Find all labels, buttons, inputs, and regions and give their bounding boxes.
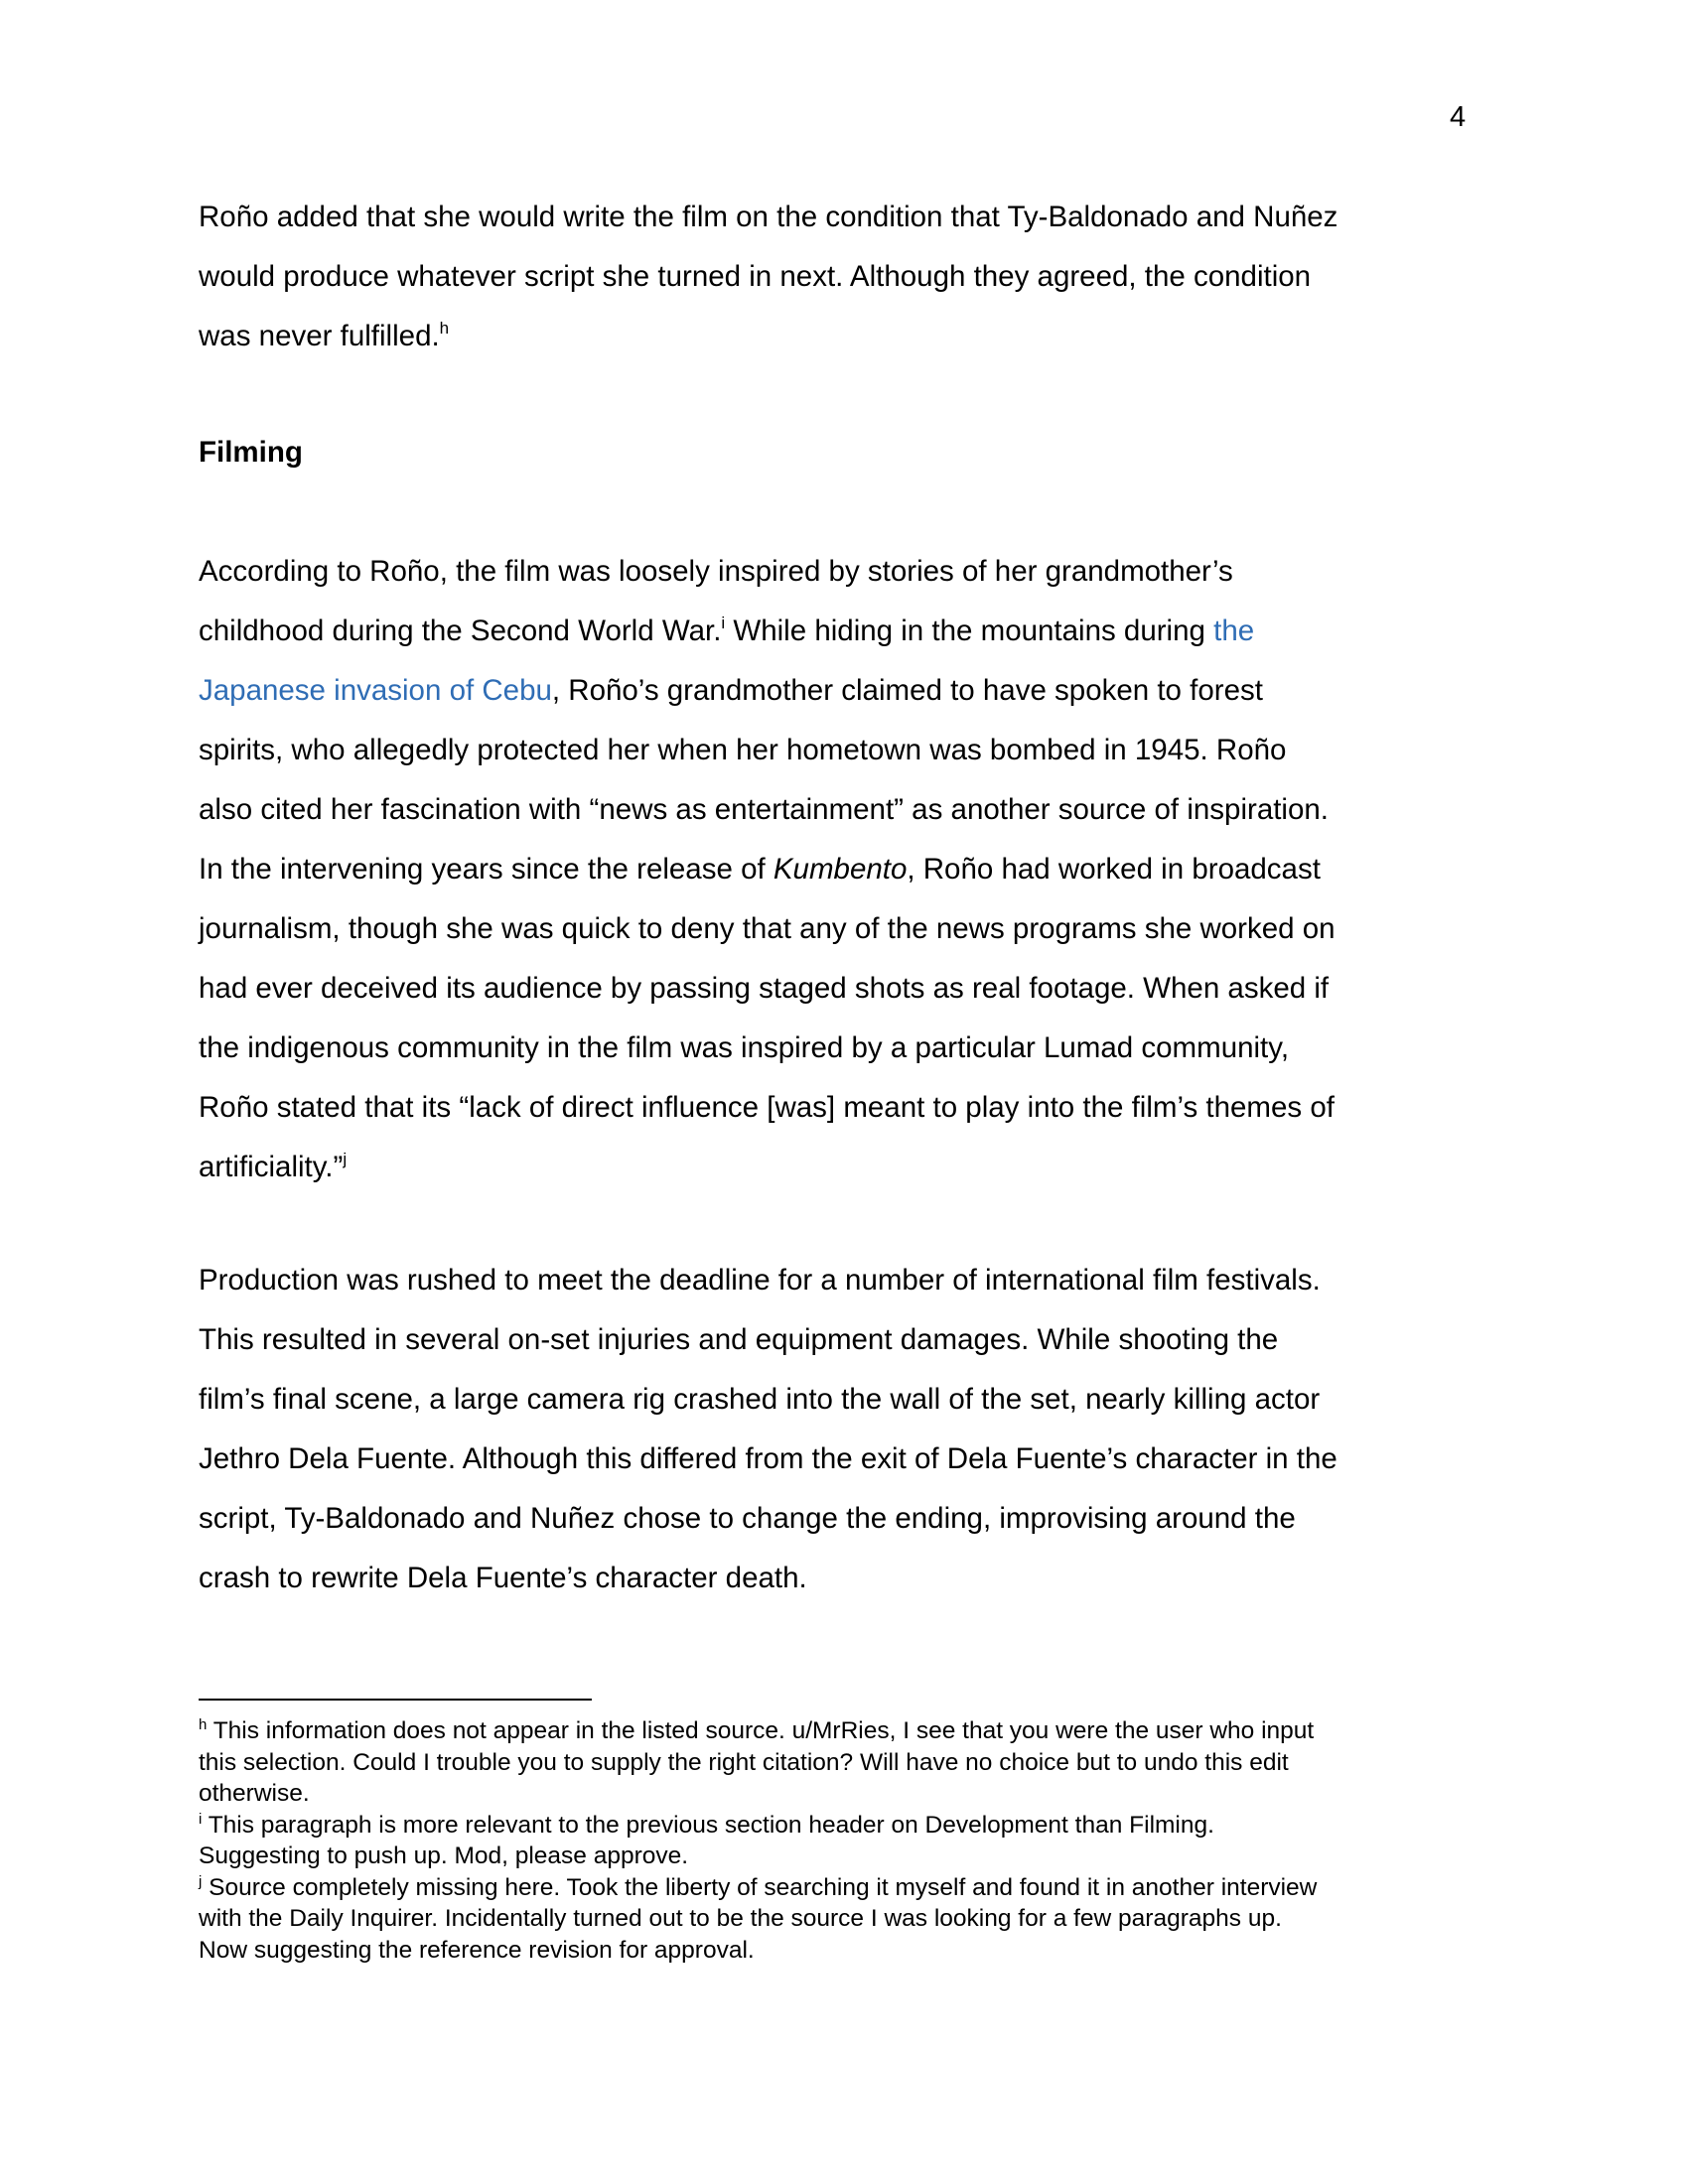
footnote-h — [199, 1715, 1509, 1810]
paragraph-line: journalism, though she was quick to deny that any of the news programs she worked on — [199, 912, 1336, 945]
footnote-i — [199, 1810, 1509, 1872]
footnote-line: Now suggesting the reference revision for approval. — [199, 1936, 755, 1964]
paragraph-text: artificiality.” — [199, 1151, 344, 1183]
section-heading-filming: Filming — [199, 436, 303, 469]
film-title-kumbento: Kumbento — [773, 853, 908, 886]
footnote-ref-h[interactable]: h — [439, 319, 450, 338]
paragraph-text: While hiding in the mountains during — [725, 614, 1214, 647]
intro-paragraph — [199, 188, 1489, 366]
link-japanese-invasion-of-cebu[interactable]: Japanese invasion of Cebu — [199, 674, 552, 707]
paragraph-line: also cited her fascination with “news as entertainment” as another source of inspiration. — [199, 793, 1329, 826]
paragraph-line: According to Roño, the film was loosely inspired by stories of her grandmother’s — [199, 555, 1233, 588]
paragraph-text: , Roño had worked in broadcast — [907, 853, 1321, 886]
footnote-marker-h: h — [199, 1716, 208, 1733]
page-number: 4 — [1450, 101, 1467, 133]
link-japanese-invasion-of-cebu[interactable]: the — [1213, 614, 1255, 647]
footnote-line — [199, 1872, 1509, 1904]
paragraph-line: This resulted in several on-set injuries and equipment damages. While shooting the — [199, 1323, 1279, 1356]
intro-line: Roño added that she would write the film on the condition that Ty-Baldonado and Nuñez — [199, 201, 1338, 233]
intro-line — [199, 307, 1489, 366]
paragraph-line: the indigenous community in the film was inspired by a particular Lumad community, — [199, 1031, 1290, 1064]
paragraph-inspiration — [199, 542, 1489, 1197]
footnote-line: with the Daily Inquirer. Incidentally turned out to be the source I was looking for a few paragraphs up. — [199, 1905, 1282, 1932]
footnote-marker-i: i — [199, 1810, 203, 1828]
footnote-j — [199, 1872, 1509, 1967]
intro-line: would produce whatever script she turned in next. Although they agreed, the condition — [199, 260, 1312, 293]
footnote-line: otherwise. — [199, 1780, 310, 1807]
footnote-marker-j: j — [199, 1872, 203, 1890]
paragraph-line — [199, 840, 1489, 899]
footnote-line: this selection. Could I trouble you to supply the right citation? Will have no choice but to undo this edit — [199, 1748, 1289, 1776]
footnote-line — [199, 1715, 1509, 1747]
paragraph-line: film’s final scene, a large camera rig crashed into the wall of the set, nearly killing actor — [199, 1383, 1321, 1416]
footnotes — [199, 1715, 1509, 1966]
footnote-text: This information does not appear in the listed source. u/MrRies, I see that you were the user who input — [207, 1717, 1315, 1744]
paragraph-line: spirits, who allegedly protected her when her hometown was bombed in 1945. Roño — [199, 734, 1287, 766]
paragraph-line: Jethro Dela Fuente. Although this differed from the exit of Dela Fuente’s character in the — [199, 1442, 1337, 1475]
footnote-text: This paragraph is more relevant to the previous section header on Development than Filming. — [202, 1811, 1214, 1839]
footnote-ref-j[interactable]: j — [343, 1150, 348, 1168]
footnote-text: Source completely missing here. Took the liberty of searching it myself and found it in another interview — [202, 1873, 1318, 1901]
paragraph-production — [199, 1251, 1489, 1608]
paragraph-text: , Roño’s grandmother claimed to have spoken to forest — [551, 674, 1263, 707]
footnote-ref-i[interactable]: i — [721, 614, 726, 632]
footnote-line — [199, 1810, 1509, 1842]
footnote-line: Suggesting to push up. Mod, please approve. — [199, 1843, 689, 1869]
paragraph-line — [199, 661, 1489, 721]
paragraph-line — [199, 1138, 1489, 1197]
paragraph-line: crash to rewrite Dela Fuente’s character death. — [199, 1562, 807, 1594]
paragraph-line — [199, 602, 1489, 661]
paragraph-text: childhood during the Second World War. — [199, 614, 722, 647]
paragraph-line: had ever deceived its audience by passing staged shots as real footage. When asked if — [199, 972, 1330, 1005]
intro-line-text: was never fulfilled. — [199, 320, 440, 352]
paragraph-text: In the intervening years since the release of — [199, 853, 774, 886]
paragraph-line: Roño stated that its “lack of direct influence [was] meant to play into the film’s themes of — [199, 1091, 1335, 1124]
footnote-separator — [199, 1699, 592, 1701]
paragraph-line: script, Ty-Baldonado and Nuñez chose to change the ending, improvising around the — [199, 1502, 1296, 1535]
paragraph-line: Production was rushed to meet the deadline for a number of international film festivals. — [199, 1264, 1321, 1297]
